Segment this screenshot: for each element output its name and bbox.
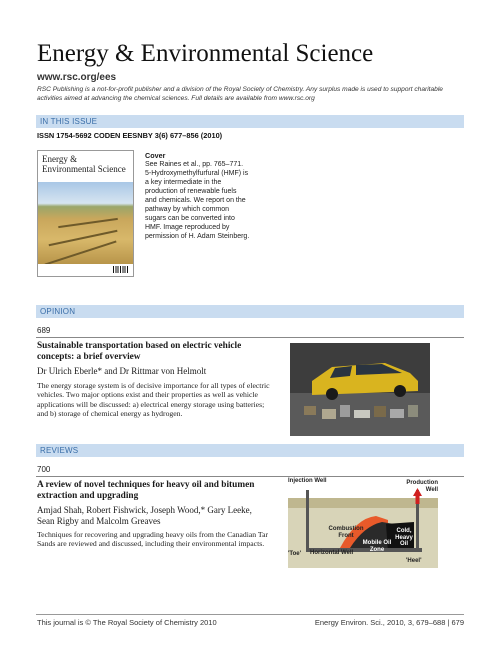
footer-copyright: This journal is © The Royal Society of Chemistry 2010 <box>37 618 217 627</box>
reviews-heading: REVIEWS <box>40 445 79 455</box>
cold-heavy-oil-label: Cold, Heavy Oil <box>395 528 413 547</box>
reviews-bar <box>36 444 464 457</box>
journal-url[interactable]: www.rsc.org/ees <box>37 72 117 83</box>
combustion-front-label: Combustion Front <box>328 526 364 539</box>
mobile-oil-zone-label: Mobile Oil Zone <box>362 540 392 553</box>
cover-heading: Cover <box>145 151 166 160</box>
in-this-issue-bar <box>36 115 464 128</box>
reviews-page-number: 700 <box>37 465 51 474</box>
reviews-rule <box>36 476 464 477</box>
cover-image <box>37 150 134 277</box>
opinion-rule <box>36 337 464 338</box>
issn-line: ISSN 1754-5692 CODEN EESNBY 3(6) 677–856 (2010) <box>37 131 223 140</box>
in-this-issue-heading: IN THIS ISSUE <box>40 116 98 126</box>
journal-description: RSC Publishing is a not-for-profit publisher and a division of the Royal Society of Chemistry. Any surplus made is used to support charitable activities aimed at advancing the chemical sciences. Full details are available from www.rsc.org <box>37 86 443 102</box>
journal-title: Energy & Environmental Science <box>37 40 374 67</box>
footer-citation: Energy Environ. Sci., 2010, 3, 679–688 | 679 <box>314 618 464 627</box>
opinion-summary: The energy storage system is of decisive importance for all types of electric vehicles. Two major options exist and their properties as well as vehicle applications will be discussed: a) electrical energy storage using batteries; and b) storage of chemical energy as hydrogen. <box>37 381 270 418</box>
footer-rule <box>36 614 464 615</box>
reviews-article-title[interactable]: A review of novel techniques for heavy oil and bitumen extraction and upgrading <box>37 480 255 501</box>
heel-label: 'Heel' <box>406 558 422 564</box>
opinion-authors: Dr Ulrich Eberle* and Dr Rittmar von Helmolt <box>37 366 207 376</box>
barcode-icon <box>113 266 129 273</box>
toe-label: 'Toe' <box>288 551 302 557</box>
opinion-article-title[interactable]: Sustainable transportation based on electric vehicle concepts: a brief overview <box>37 341 242 362</box>
cover-image-title: Energy & Environmental Science <box>42 154 126 174</box>
opinion-bar <box>36 305 464 318</box>
cover-footer <box>38 264 133 276</box>
production-well-label: Production Well <box>406 480 438 493</box>
cover-description: See Raines et al., pp. 765–771. 5-Hydroxymethylfurfural (HMF) is a key intermediate in the production of renewable fuels and chemicals. We report on the pathway by which common sugars can be converted into HMF. Image reproduced by permission of H. Adam Steinberg. <box>145 161 250 240</box>
horizontal-well-label: Horizontal Well <box>310 550 354 556</box>
opinion-heading: OPINION <box>40 306 76 316</box>
opinion-page-number: 689 <box>37 326 51 335</box>
electric-car-photo <box>290 343 430 436</box>
oil-extraction-diagram <box>288 478 438 568</box>
reviews-summary: Techniques for recovering and upgrading heavy oils from the Canadian Tar Sands are reviewed and discussed, including their environmental impacts. <box>37 530 269 549</box>
injection-well-label: Injection Well <box>288 478 327 484</box>
reviews-authors: Amjad Shah, Robert Fishwick, Joseph Wood,* Gary Leeke, Sean Rigby and Malcolm Greaves <box>37 505 252 526</box>
wheat-field-photo <box>38 182 133 264</box>
